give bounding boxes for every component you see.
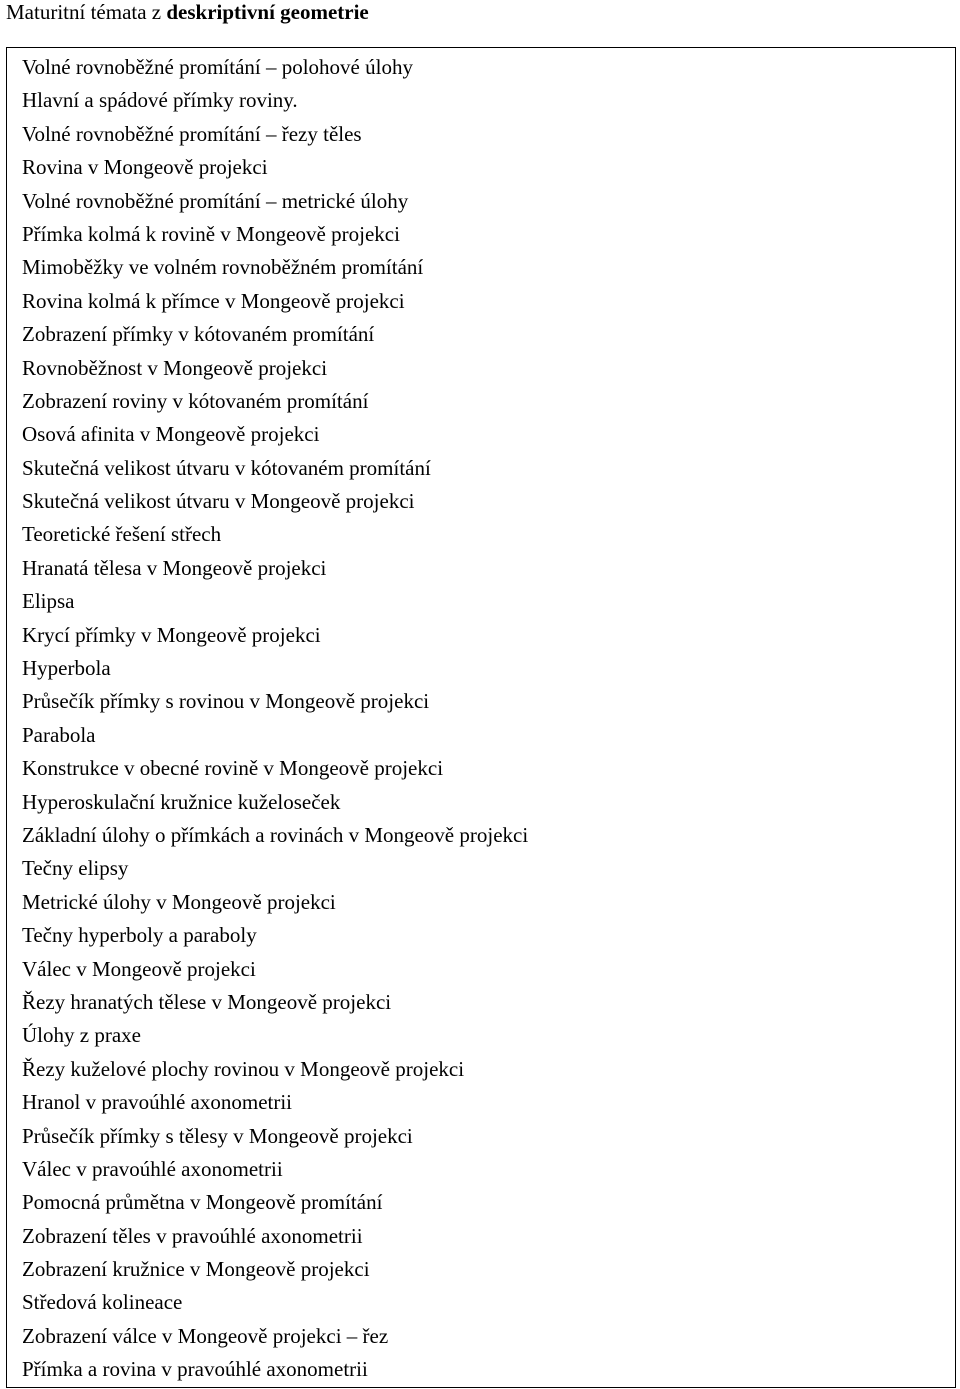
topic-item: Skutečná velikost útvaru v kótovaném promítání [22, 455, 431, 480]
topic-item: Přímka kolmá k rovině v Mongeově projekci [22, 221, 400, 246]
topic-item: Teoretické řešení střech [22, 522, 222, 547]
topic-item: Zobrazení přímky v kótovaném promítání [22, 322, 375, 347]
topics-list [22, 51, 528, 1387]
topic-item: Krycí přímky v Mongeově projekci [22, 622, 321, 647]
topic-item: Zobrazení roviny v kótovaném promítání [22, 388, 369, 413]
topic-item: Tečny elipsy [22, 856, 129, 881]
topic-item: Základní úlohy o přímkách a rovinách v Mongeově projekci [22, 822, 529, 847]
topic-item: Volné rovnoběžné promítání – metrické úlohy [22, 188, 409, 213]
topic-item: Konstrukce v obecné rovině v Mongeově projekci [22, 756, 444, 781]
page-title [6, 0, 369, 24]
topic-item: Hyperoskulační kružnice kuželoseček [22, 789, 341, 814]
topic-item: Úlohy z praxe [22, 1023, 141, 1048]
page-title-prefix: Maturitní témata z [6, 0, 167, 24]
topic-item: Hranol v pravoúhlé axonometrii [22, 1090, 293, 1115]
topic-item: Zobrazení těles v pravoúhlé axonometrii [22, 1223, 363, 1248]
topic-item: Přímka a rovina v pravoúhlé axonometrii [22, 1357, 368, 1382]
topic-item: Průsečík přímky s tělesy v Mongeově projekci [22, 1123, 413, 1148]
topic-item: Rovina kolmá k přímce v Mongeově projekci [22, 288, 405, 313]
topic-item: Středová kolineace [22, 1290, 183, 1315]
page-title-subject: deskriptivní geometrie [166, 0, 369, 24]
topic-item: Volné rovnoběžné promítání – řezy těles [22, 121, 362, 146]
topic-item: Válec v Mongeově projekci [22, 956, 256, 981]
topic-item: Průsečík přímky s rovinou v Mongeově projekci [22, 689, 430, 714]
topic-item: Válec v pravoúhlé axonometrii [22, 1156, 283, 1181]
topic-item: Zobrazení válce v Mongeově projekci – řez [22, 1323, 389, 1348]
topic-item: Hlavní a spádové přímky roviny. [22, 88, 298, 113]
topic-item: Řezy kuželové plochy rovinou v Mongeově projekci [22, 1056, 465, 1081]
topic-item: Zobrazení kružnice v Mongeově projekci [22, 1257, 370, 1282]
topic-item: Elipsa [22, 589, 75, 614]
topic-item: Mimoběžky ve volném rovnoběžném promítání [22, 255, 424, 280]
topic-item: Metrické úlohy v Mongeově projekci [22, 889, 336, 914]
topic-item: Rovnoběžnost v Mongeově projekci [22, 355, 328, 380]
topic-item: Parabola [22, 722, 96, 747]
topic-item: Pomocná průmětna v Mongeově promítání [22, 1190, 383, 1215]
topic-item: Řezy hranatých tělese v Mongeově projekci [22, 989, 392, 1014]
topics-table [6, 47, 956, 1388]
topic-item: Hranatá tělesa v Mongeově projekci [22, 555, 327, 580]
topic-item: Tečny hyperboly a paraboly [22, 923, 257, 948]
topic-item: Skutečná velikost útvaru v Mongeově projekci [22, 489, 415, 514]
topic-item: Hyperbola [22, 656, 111, 681]
topic-item: Osová afinita v Mongeově projekci [22, 422, 320, 447]
topic-item: Rovina v Mongeově projekci [22, 155, 268, 180]
topic-item: Volné rovnoběžné promítání – polohové úlohy [22, 55, 413, 79]
